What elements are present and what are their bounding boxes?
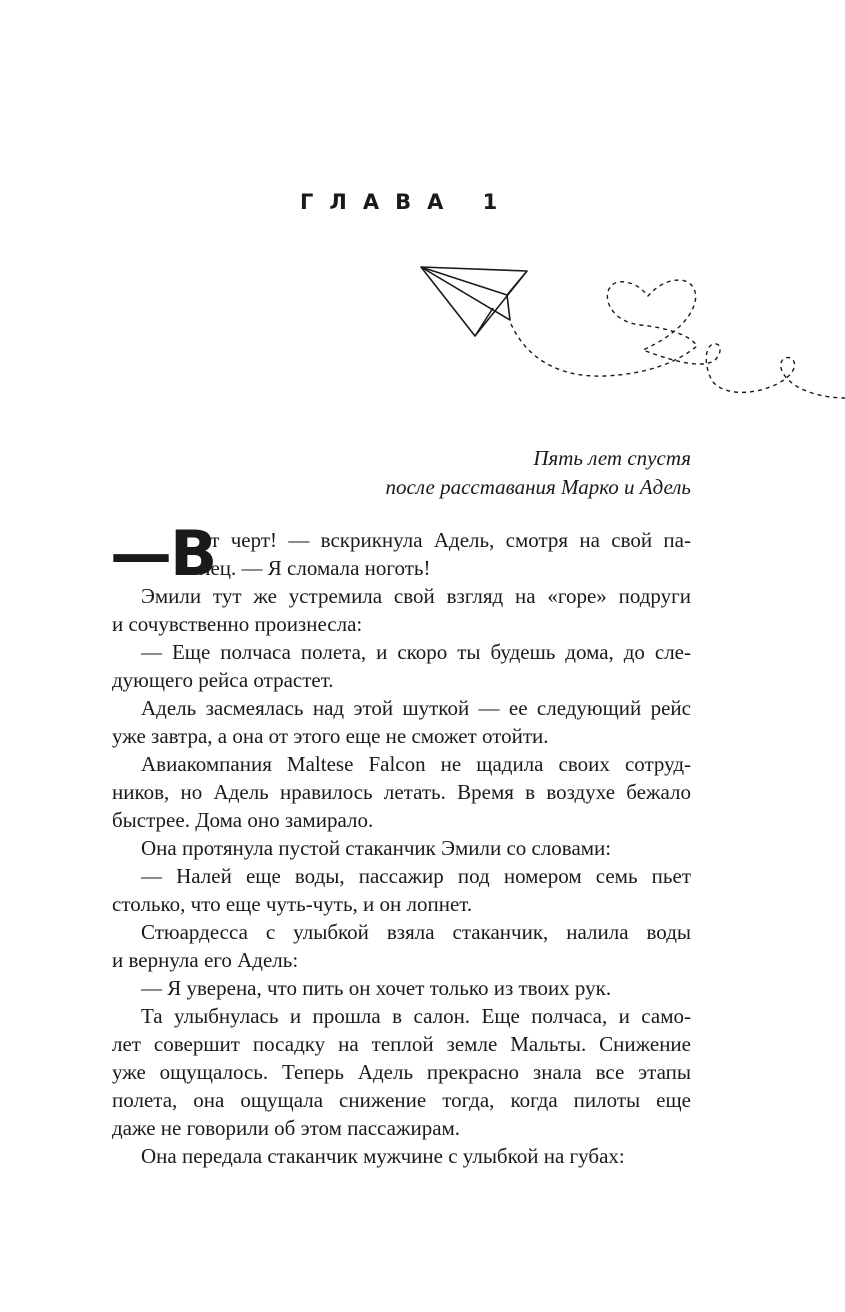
text-line: Стюардесса с улыбкой взяла стаканчик, налила воды	[141, 920, 691, 944]
drop-cap: —В	[110, 517, 216, 590]
text-line: уже ощущалось. Теперь Адель прекрасно знала все этапы	[112, 1060, 691, 1084]
text-line: дующего рейса отрастет.	[112, 668, 334, 692]
paper-plane-heart-icon	[415, 260, 845, 410]
epigraph	[271, 444, 691, 502]
text-line: полета, она ощущала снижение тогда, когда пилоты еще	[112, 1088, 691, 1112]
text-line: Эмили тут же устремила свой взгляд на «горе» подруги	[141, 584, 691, 608]
text-line: лец. — Я сломала ноготь!	[200, 556, 431, 580]
text-line: лет совершит посадку на теплой земле Мальты. Снижение	[112, 1032, 691, 1056]
text-line: быстрее. Дома оно замирало.	[112, 808, 374, 832]
text-line: Она передала стаканчик мужчине с улыбкой на губах:	[141, 1144, 625, 1168]
text-line: — Я уверена, что пить он хочет только из твоих рук.	[141, 976, 612, 1000]
text-line: — Еще полчаса полета, и скоро ты будешь дома, до сле-	[141, 640, 691, 664]
text-line: уже завтра, а она от этого еще не сможет отойти.	[112, 724, 549, 748]
chapter-heading: ГЛАВА 1	[300, 190, 514, 214]
text-line: Та улыбнулась и прошла в салон. Еще полчаса, и само-	[141, 1004, 691, 1028]
text-line: даже не говорили об этом пассажирам.	[112, 1116, 461, 1140]
dashed-heart-trail	[511, 280, 845, 398]
text-line: столько, что еще чуть-чуть, и он лопнет.	[112, 892, 473, 916]
epigraph-line: после расставания Марко и Адель	[385, 475, 691, 499]
text-line: Она протянула пустой стаканчик Эмили со словами:	[141, 836, 612, 860]
text-line: ников, но Адель нравилось летать. Время в воздухе бежало	[112, 780, 691, 804]
text-line: Адель засмеялась над этой шуткой — ее следующий рейс	[141, 696, 691, 720]
text-line: и вернула его Адель:	[112, 948, 299, 972]
epigraph-line: Пять лет спустя	[533, 446, 691, 470]
text-line: Авиакомпания Maltese Falcon не щадила своих сотруд-	[141, 752, 691, 776]
text-line: от черт! — вскрикнула Адель, смотря на свой па-	[200, 528, 691, 552]
chapter-body	[110, 517, 691, 1170]
text-line: и сочувственно произнесла:	[112, 612, 363, 636]
text-line: — Налей еще воды, пассажир под номером семь пьет	[141, 864, 691, 888]
